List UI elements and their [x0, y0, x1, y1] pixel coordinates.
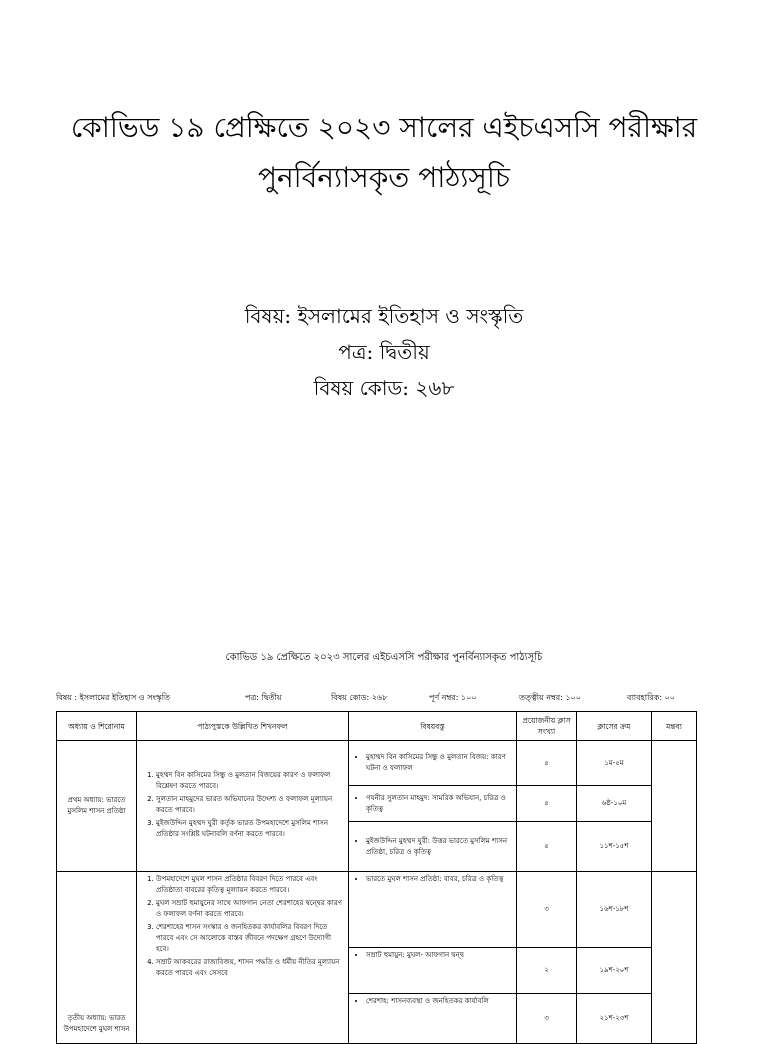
class-count: ৫ — [517, 741, 577, 786]
class-order: ১৬শ-১৮শ — [577, 872, 652, 948]
meta-full-marks: পূর্ণ নম্বর: ১০০ — [429, 693, 477, 702]
header-chapter: অধ্যায় ও শিরোনাম — [57, 712, 137, 741]
outcome-item: 2. মুঘল সম্রাট হুমায়ুনের সাথে আফগান নেতা শেরশাহের দ্বন্দ্বের কারণ ও ফলাফল বর্ণনা করতে পারবে। — [156, 898, 345, 920]
document-title — [0, 103, 768, 203]
paper-name: পত্র: দ্বিতীয় — [338, 340, 430, 364]
remarks-cell — [652, 741, 697, 872]
subject-code: বিষয় কোড: ২৬৮ — [313, 376, 455, 400]
meta-theory-marks: তত্ত্বীয় নম্বর: ১০০ — [519, 693, 581, 702]
class-order: ১৯শ-২০শ — [577, 948, 652, 994]
outcome-item: 3. মুইজউদ্দিন মুহম্মদ ঘুরী কর্তৃক ভারত উপমহাদেশে মুসলিম শাসন প্রতিষ্ঠার সংশ্লিষ্ট ঘটনাবলি বর্ণনা করতে পারবে। — [156, 818, 345, 840]
content-cell — [349, 822, 517, 872]
outcomes-list — [140, 770, 345, 840]
meta-row — [0, 692, 768, 706]
title-line-1: কোভিড ১৯ প্রেক্ষিতে ২০২৩ সালের এইচএসসি পরীক্ষার — [70, 111, 698, 144]
class-count: ৫ — [517, 786, 577, 822]
content-item: • মুহাম্মদ বিন কাসিমের সিন্ধু ও মুলতান বিজয়: কারণ ঘটনা ও ফলাফল — [366, 752, 513, 774]
meta-subject: বিষয় : ইসলামের ইতিহাস ও সংস্কৃতি — [56, 693, 170, 702]
content-item: • গযনীর সুলতান মাহমুদ: সামরিক অভিযান, চরিত্র ও কৃতিত্ব — [366, 793, 513, 815]
class-order: ৬ষ্ঠ-১০ম — [577, 786, 652, 822]
outcomes-cell — [137, 741, 349, 872]
content-cell — [349, 786, 517, 822]
syllabus-table — [56, 711, 697, 1044]
outcome-item: 3. শেরশাহের শাসন সংস্কার ও জনহিতকর কার্যাবলির বিবরণ দিতে পারবে এবং সে আলোকে বাস্তব জীবনে পদক্ষেপ গ্রহণে উদ্যোগী হবে। — [156, 922, 345, 955]
outcome-item: 4. সম্রাট আকবরের রাজ্যবিজয়, শাসন পদ্ধতি ও ধর্মীয় নীতির মূল্যায়ন করতে পারবে এবং সেসবে — [156, 957, 345, 979]
meta-paper: পত্র: দ্বিতীয় — [245, 693, 282, 702]
outcome-item: 1. উপমহাদেশে মুঘল শাসন প্রতিষ্ঠার বিবরণ দিতে পারবে এবং প্রতিষ্ঠাতা বাবরের কৃতিত্ব মূল্যায়ন করতে পারবে। — [156, 874, 345, 896]
header-outcomes: পাঠ্যপুস্তকে উল্লিখিত শিখনফল — [137, 712, 349, 741]
class-count: ৩ — [517, 872, 577, 948]
outcome-item: 1. মুহম্মদ বিন কাসিমের সিন্ধু ও মুলতান বিজয়ের কারণ ও ফলাফল বিশ্লেষণ করতে পারবে। — [156, 770, 345, 792]
class-count: ২ — [517, 948, 577, 994]
outcome-item: 2. সুলতান মাহমুদের ভারত অভিযানের উদ্দেশ্য ও ফলাফল মূল্যায়ন করতে পারবে। — [156, 794, 345, 816]
chapter-title: প্রথম অধ্যায়: ভারতে মুসলিম শাসন প্রতিষ্ঠা — [57, 741, 137, 872]
class-order: ২১শ-২৩শ — [577, 994, 652, 1044]
table-title: কোভিড ১৯ প্রেক্ষিতে ২০২৩ সালের এইচএসসি পরীক্ষার পুনর্বিন্যাসকৃত পাঠ্যসূচি — [225, 652, 543, 663]
header-class-order: ক্লাসের ক্রম — [577, 712, 652, 741]
table-row — [57, 872, 697, 948]
content-cell — [349, 872, 517, 948]
class-order: ১ম-৫ম — [577, 741, 652, 786]
header-remarks: মন্তব্য — [652, 712, 697, 741]
remarks-cell — [652, 872, 697, 1044]
content-cell — [349, 948, 517, 994]
class-count: ৫ — [517, 822, 577, 872]
class-order: ১১শ-১৫শ — [577, 822, 652, 872]
header-classes: প্রয়োজনীয় ক্লাস সংখ্যা — [517, 712, 577, 741]
title-line-2: পুনর্বিন্যাসকৃত পাঠ্যসূচি — [257, 161, 511, 194]
meta-code: বিষয় কোড: ২৬৮ — [331, 693, 388, 702]
table-row — [57, 741, 697, 786]
content-item: • মুইজউদ্দিন মুহম্মদ ঘুরী: উত্তর ভারতে মুসলিম শাসন প্রতিষ্ঠা, চরিত্র ও কৃতিত্ব — [366, 836, 513, 858]
class-count: ৩ — [517, 994, 577, 1044]
outcomes-cell — [137, 872, 349, 1044]
table-header-row — [57, 712, 697, 741]
content-cell — [349, 994, 517, 1044]
subject-name: বিষয়: ইসলামের ইতিহাস ও সংস্কৃতি — [244, 304, 524, 328]
outcomes-list — [140, 874, 345, 979]
content-item: • সম্রাট হুমায়ুন: মুঘল- আফগান দ্বন্দ্ব — [366, 950, 513, 961]
content-cell — [349, 741, 517, 786]
content-item: • ভারতে মুঘল শাসন প্রতিষ্ঠা: বাবর, চরিত্র ও কৃতিত্ব — [366, 874, 513, 885]
subject-info — [0, 298, 768, 406]
chapter-title: তৃতীয় অধ্যায়: ভারত উপমহাদেশে মুঘল শাসন — [57, 872, 137, 1044]
header-content: বিষয়বস্তু — [349, 712, 517, 741]
content-item: • শেরশাহ: শাসনব্যবস্থা ও জনহিতকর কার্যাবলি — [366, 996, 513, 1007]
meta-practical-marks: ব্যাবহারিক: ০০ — [627, 693, 675, 702]
